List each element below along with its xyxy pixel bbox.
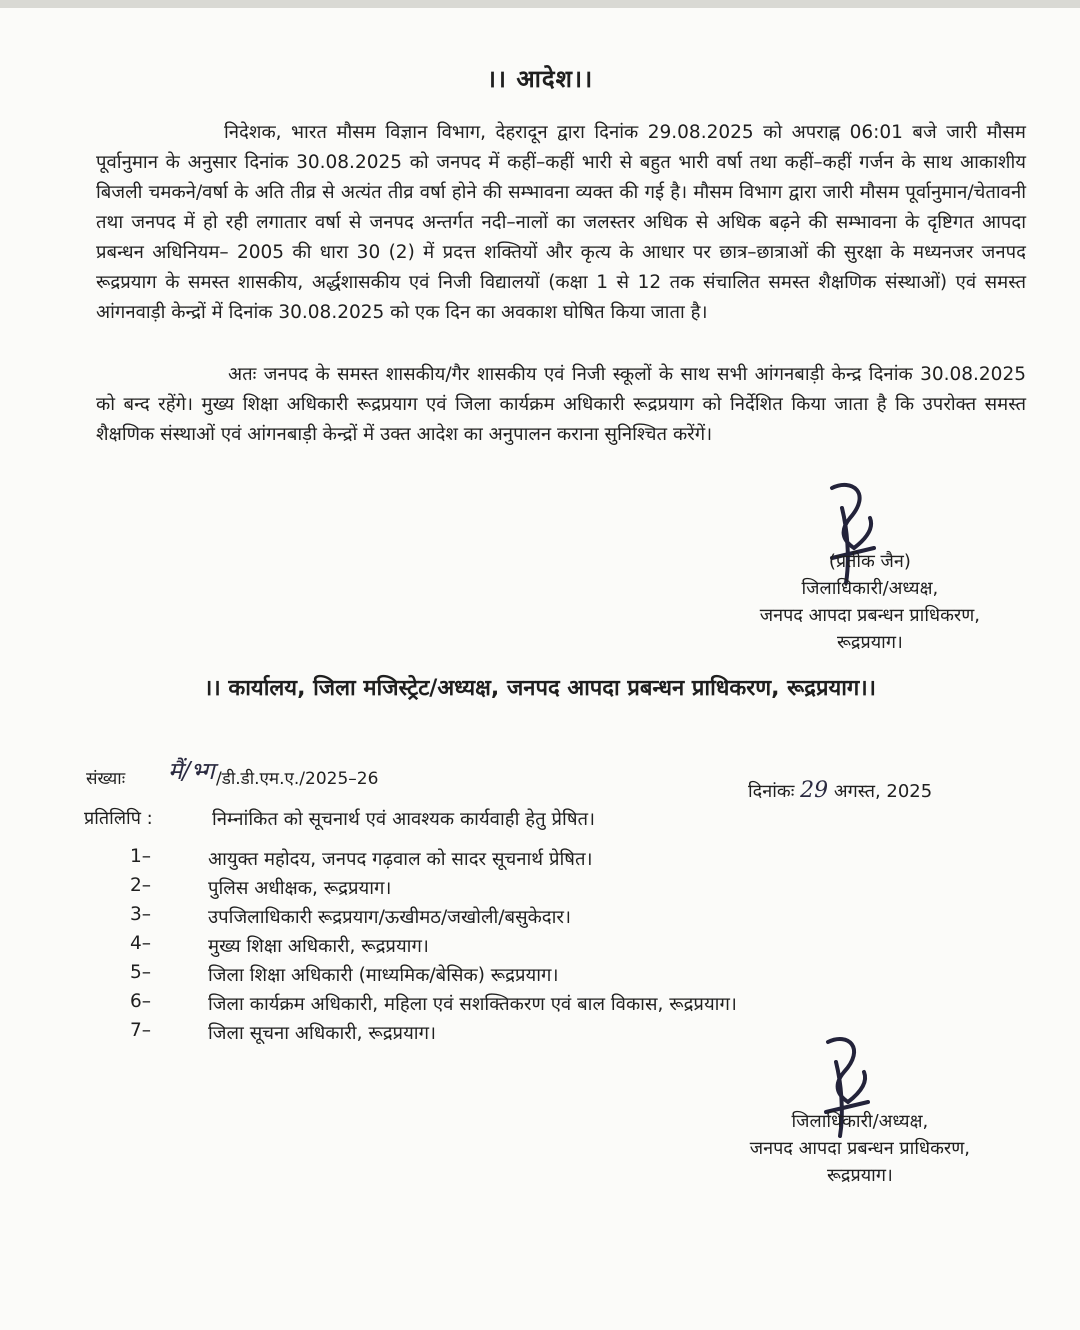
list-item-number: 6– <box>130 991 152 1012</box>
page-edge <box>0 0 1080 8</box>
copy-intro: निम्नांकित को सूचनार्थ एवं आवश्यक कार्यवाही हेतु प्रेषित। <box>212 809 596 830</box>
order-paragraph-1: निदेशक, भारत मौसम विज्ञान विभाग, देहरादून द्वारा दिनांक 29.08.2025 को अपराह्न 06:01 बजे जारी मौसम पूर्वानुमान के अनुसार दिनांक 30.08.2025 को जनपद में कहीं–कहीं भारी से बहुत भारी वर्षा तथा कहीं–कहीं गर्जन के साथ आकाशीय बिजली चमकने/वर्षा के अति तीव्र से अत्यंत तीव्र वर्षा होने की सम्भावना व्यक्त की गई है। मौसम विभाग द्वारा जारी मौसम पूर्वानुमान/चेतावनी तथा जनपद में हो रही लगातार वर्षा से जनपद अन्तर्गत नदी–नालों का जलस्तर अधिक से अधिक बढ़ने की सम्भावना के दृष्टिगत आपदा प्रबन्धन अधिनियम– 2005 की धारा 30 (2) में प्रदत्त शक्तियों और कृत्य के आधार पर छात्र–छात्राओं की सुरक्षा के मध्यनजर जनपद रूद्रप्रयाग के समस्त शासकीय, अर्द्धशासकीय एवं निजी विद्यालयों (कक्षा 1 से 12 तक संचालित समस्त शैक्षणिक संस्थाओं) एवं समस्त आंगनवाड़ी केन्द्रों में दिनांक 30.08.2025 को एक दिन का अवकाश घोषित किया जाता है। <box>96 122 1026 323</box>
signatory-designation: जिलाधिकारी/अध्यक्ष, <box>801 578 939 599</box>
list-item-text: आयुक्त महोदय, जनपद गढ़वाल को सादर सूचनार्थ प्रेषित। <box>208 849 593 870</box>
order-title: ।। आदेश।। <box>486 65 594 93</box>
list-item-text: जिला सूचना अधिकारी, रूद्रप्रयाग। <box>208 1023 437 1044</box>
list-item-number: 5– <box>130 962 152 983</box>
list-item-number: 2– <box>130 875 152 896</box>
list-item-text: जिला कार्यक्रम अधिकारी, महिला एवं सशक्तिकरण एवं बाल विकास, रूद्रप्रयाग। <box>208 994 737 1015</box>
signatory-designation: जिलाधिकारी/अध्यक्ष, <box>791 1111 929 1132</box>
reference-suffix: /डी.डी.एम.ए./2025–26 <box>216 769 379 789</box>
list-item-text: उपजिलाधिकारी रूद्रप्रयाग/ऊखीमठ/जखोली/बसुकेदार। <box>208 907 571 928</box>
date-label: दिनांकः <box>748 781 795 802</box>
signatory-name: (प्रतीक जैन) <box>828 551 911 572</box>
office-heading: ।। कार्यालय, जिला मजिस्ट्रेट/अध्यक्ष, जनपद आपदा प्रबन्धन प्राधिकरण, रूद्रप्रयाग।। <box>204 676 876 701</box>
order-paragraph-2: अतः जनपद के समस्त शासकीय/गैर शासकीय एवं निजी स्कूलों के साथ सभी आंगनबाड़ी केन्द्र दिनांक 30.08.2025 को बन्द रहेंगे। मुख्य शिक्षा अधिकारी रूद्रप्रयाग एवं जिला कार्यक्रम अधिकारी रूद्रप्रयाग को निर्देशित किया जाता है कि उपरोक्त समस्त शैक्षणिक संस्थाओं एवं आंगनबाड़ी केन्द्रों में उक्त आदेश का अनुपालन कराना सुनिश्चित करेंगें। <box>96 364 1026 445</box>
list-item-text: मुख्य शिक्षा अधिकारी, रूद्रप्रयाग। <box>208 936 429 957</box>
list-item-number: 7– <box>130 1020 152 1041</box>
list-item-number: 4– <box>130 933 152 954</box>
signatory-2-block <box>750 1108 970 1189</box>
date-rest: अगस्त, 2025 <box>833 781 933 802</box>
list-item-number: 3– <box>130 904 152 925</box>
signatory-1-block <box>760 548 980 656</box>
order-date <box>748 778 932 803</box>
reference-label: संख्याः <box>86 769 126 789</box>
signatory-authority: जनपद आपदा प्रबन्धन प्राधिकरण, <box>749 1138 970 1159</box>
list-item-text: जिला शिक्षा अधिकारी (माध्यमिक/बेसिक) रूद्रप्रयाग। <box>208 965 559 986</box>
list-item-text: पुलिस अधीक्षक, रूद्रप्रयाग। <box>208 878 392 899</box>
date-handwritten-day: 29 <box>800 778 829 803</box>
signatory-place: रूद्रप्रयाग। <box>836 632 903 653</box>
list-item-number: 1– <box>130 846 152 867</box>
reference-handwritten-number: मैं/भ्ग <box>168 757 215 785</box>
signatory-authority: जनपद आपदा प्रबन्धन प्राधिकरण, <box>759 605 980 626</box>
copy-label: प्रतिलिपि : <box>84 808 153 829</box>
signatory-place: रूद्रप्रयाग। <box>826 1165 893 1186</box>
